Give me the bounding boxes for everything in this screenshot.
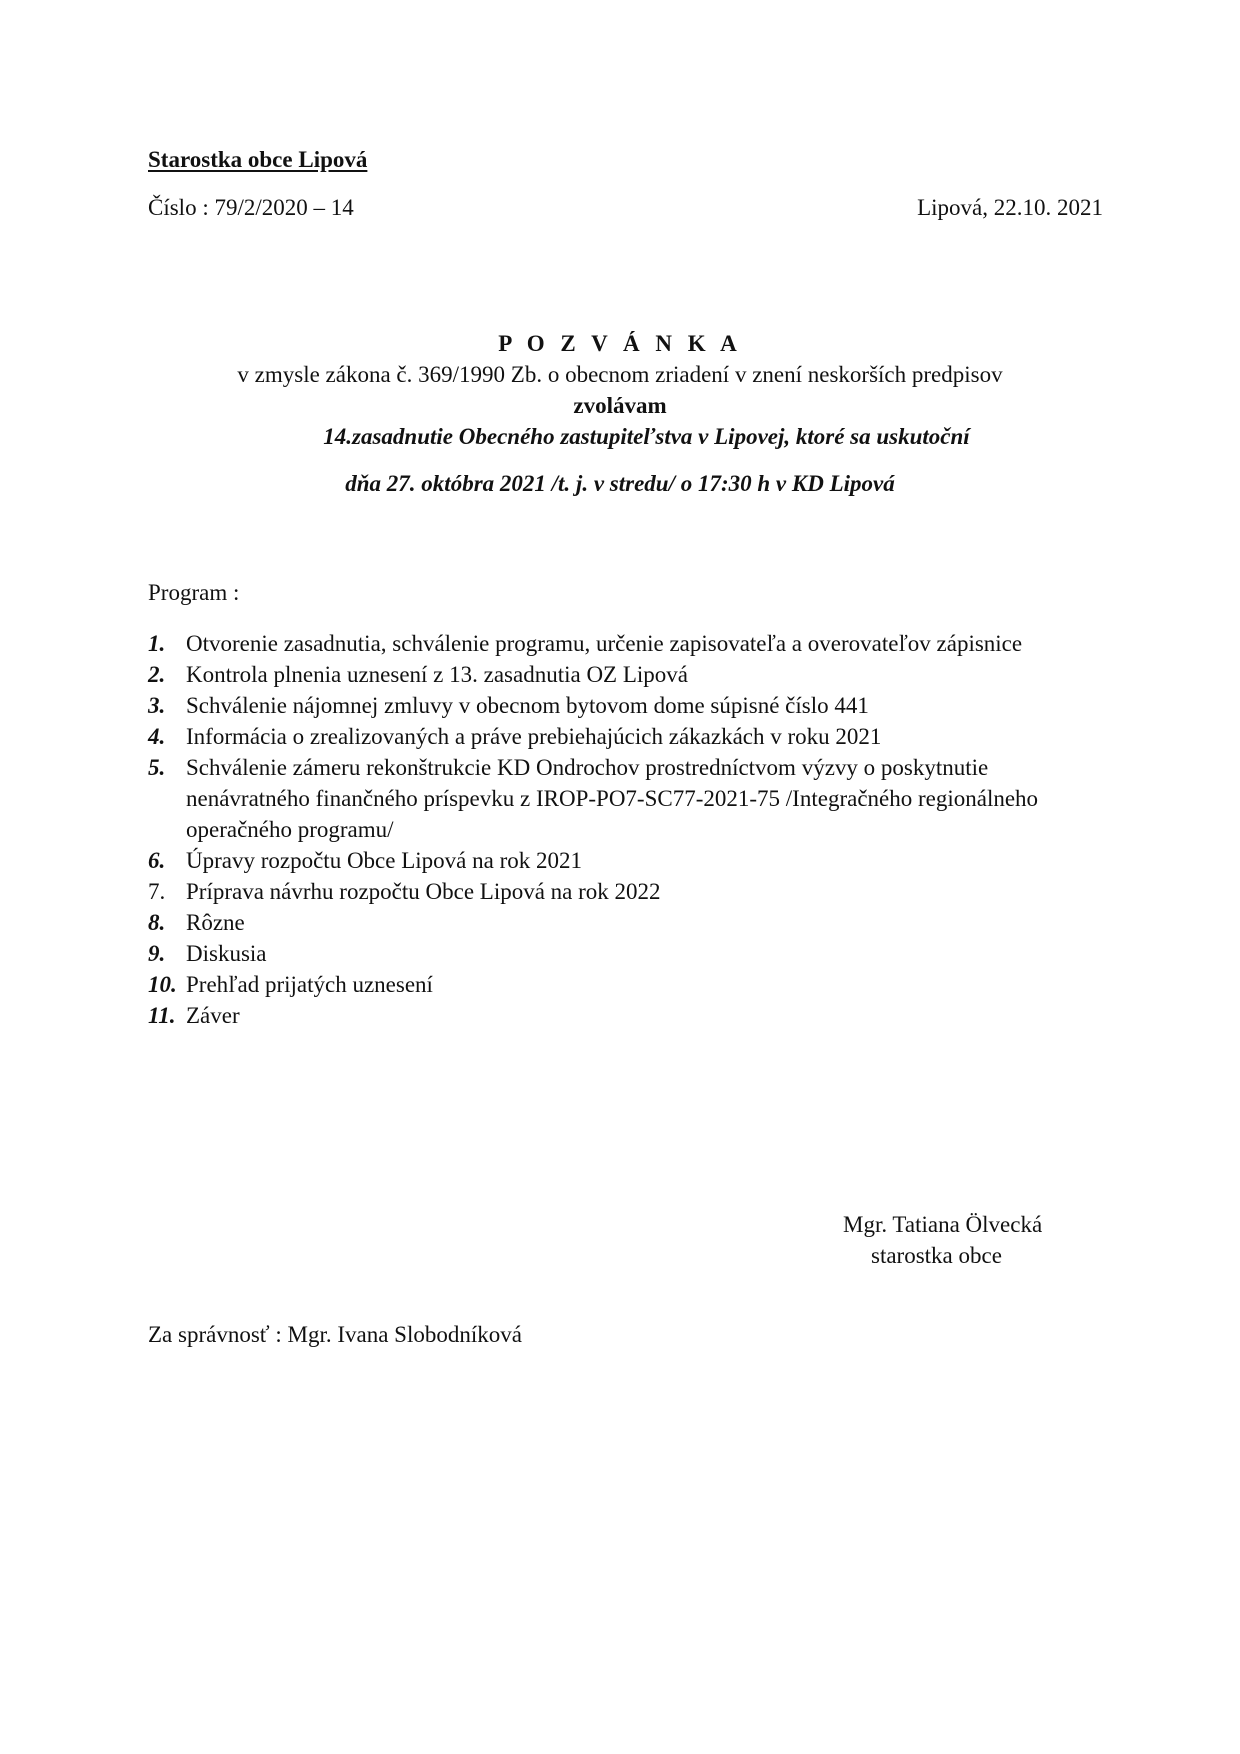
agenda-item-text: Diskusia	[186, 941, 267, 966]
agenda-item-text: Informácia o zrealizovaných a práve prebiehajúcich zákazkách v roku 2021	[186, 724, 882, 749]
agenda-item	[148, 628, 1186, 659]
place-and-date: Lipová, 22.10. 2021	[917, 195, 1103, 220]
signer-role: starostka obce	[871, 1243, 1002, 1268]
agenda-item	[148, 845, 1186, 876]
agenda-item-number: 9.	[148, 941, 166, 966]
agenda-item-text: Rôzne	[186, 910, 245, 935]
agenda-item-number: 4.	[148, 724, 166, 749]
agenda-item-text: Príprava návrhu rozpočtu Obce Lipová na rok 2022	[186, 879, 661, 904]
agenda-item	[148, 969, 1186, 1000]
correctness-note: Za správnosť : Mgr. Ivana Slobodníková	[148, 1322, 522, 1347]
legal-basis: v zmysle zákona č. 369/1990 Zb. o obecnom zriadení v znení neskorších predpisov	[237, 362, 1003, 387]
convene-word: zvolávam	[573, 393, 667, 418]
agenda-item-number: 11.	[148, 1003, 176, 1028]
agenda-item	[148, 938, 1186, 969]
agenda-item-number: 7.	[148, 879, 166, 904]
agenda-item	[148, 690, 1186, 721]
agenda-item-number: 8.	[148, 910, 166, 935]
document-number: Číslo : 79/2/2020 – 14	[148, 195, 354, 220]
agenda-item-number: 6.	[148, 848, 166, 873]
sender-heading: Starostka obce Lipová	[148, 147, 368, 172]
agenda-item	[148, 752, 1186, 845]
agenda-item	[148, 907, 1186, 938]
agenda-item-number: 5.	[148, 755, 166, 780]
agenda-item-text: Schválenie zámeru rekonštrukcie KD Ondrochov prostredníctvom výzvy o poskytnutie nenávratného finančného príspevku z IROP-PO7-SC77-2021-75 /Integračného regionálneho operačného programu/	[186, 755, 1039, 842]
agenda-item-text: Záver	[186, 1003, 240, 1028]
agenda-item-text: Kontrola plnenia uznesení z 13. zasadnutia OZ Lipová	[186, 662, 689, 687]
agenda-list	[148, 628, 1186, 1031]
signer-name: Mgr. Tatiana Ölvecká	[843, 1212, 1043, 1237]
invitation-title: P O Z V Á N K A	[498, 331, 742, 356]
agenda-item-number: 10.	[148, 972, 177, 997]
agenda-item	[148, 876, 1186, 907]
agenda-item-text: Schválenie nájomnej zmluvy v obecnom bytovom dome súpisné číslo 441	[186, 693, 869, 718]
agenda-item	[148, 1000, 1186, 1031]
meeting-date-place: dňa 27. októbra 2021 /t. j. v stredu/ o 17:30 h v KD Lipová	[345, 471, 895, 496]
agenda-item-text: Prehľad prijatých uznesení	[186, 972, 433, 997]
agenda-item	[148, 721, 1186, 752]
agenda-item-number: 3.	[148, 693, 166, 718]
meeting-description: 14.zasadnutie Obecného zastupiteľstva v Lipovej, ktoré sa uskutoční	[323, 424, 970, 449]
agenda-item-text: Otvorenie zasadnutia, schválenie programu, určenie zapisovateľa a overovateľov zápisnice	[186, 631, 1023, 656]
program-label: Program :	[148, 580, 240, 605]
agenda-item	[148, 659, 1186, 690]
agenda-item-text: Úpravy rozpočtu Obce Lipová na rok 2021	[186, 848, 582, 873]
agenda-item-number: 1.	[148, 631, 166, 656]
agenda-item-number: 2.	[148, 662, 166, 687]
